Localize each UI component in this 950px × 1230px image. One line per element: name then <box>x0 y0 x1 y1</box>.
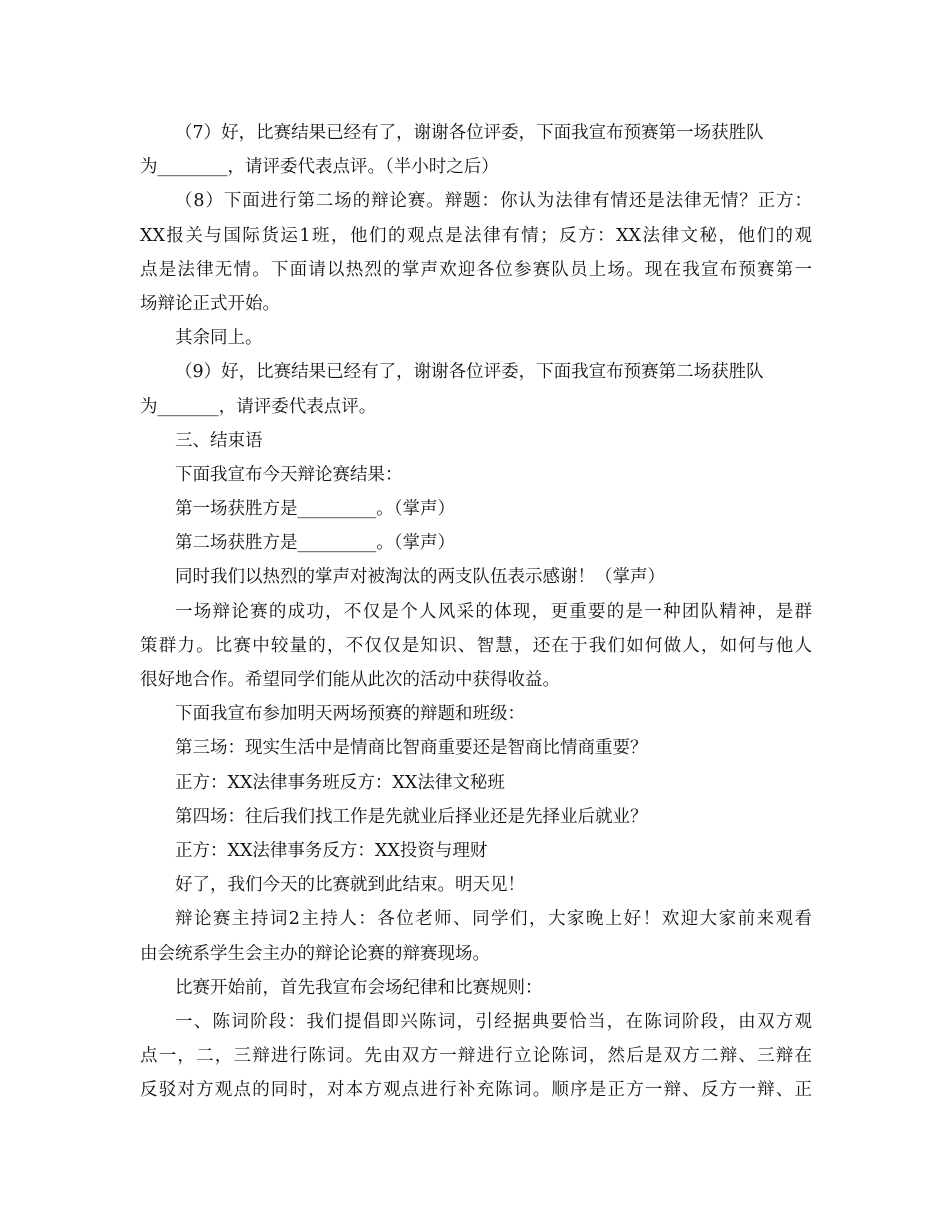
text-line: （9）好，比赛结果已经有了，谢谢各位评委，下面我宣布预赛第二场获胜队 <box>175 362 764 383</box>
text-line: 很好地合作。希望同学们能从此次的活动中获得收益。 <box>140 670 560 690</box>
text-line: 第四场：往后我们找工作是先就业后择业还是先择业后就业？ <box>175 806 648 827</box>
text-line: 比赛开始前，首先我宣布会场纪律和比赛规则： <box>175 977 543 998</box>
text-line: 正方：XX法律事务班反方：XX法律文秘班 <box>175 772 505 793</box>
text-line: 反驳对方观点的同时，对本方观点进行补充陈词。顺序是正方一辩、反方一辩、正 <box>140 1080 812 1101</box>
text-line: 正方：XX法律事务反方：XX投资与理财 <box>175 840 488 861</box>
text-line: 第二场获胜方是_________。（掌声） <box>175 533 455 554</box>
text-line: 由会统系学生会主办的辩论论赛的辩赛现场。 <box>140 943 490 964</box>
text-line: XX报关与国际货运1班，他们的观点是法律有情；反方：XX法律文秘，他们的观 <box>140 225 812 246</box>
text-line: （7）好，比赛结果已经有了，谢谢各位评委，下面我宣布预赛第一场获胜队 <box>175 123 764 143</box>
text-line: 辩论赛主持词2主持人：各位老师、同学们，大家晚上好！欢迎大家前来观看 <box>175 909 812 930</box>
text-line: 点一，二，三辩进行陈词。先由双方一辩进行立论陈词，然后是双方二辩、三辩在 <box>140 1046 812 1067</box>
text-line: 第三场：现实生活中是情商比智商重要还是智商比情商重要？ <box>175 738 648 759</box>
text-line: 为________，请评委代表点评。（半小时之后） <box>140 157 499 178</box>
text-line: 三、结束语 <box>175 430 263 451</box>
text-line: 下面我宣布今天辩论赛结果： <box>175 464 403 485</box>
text-line: 第一场获胜方是_________。（掌声） <box>175 499 455 520</box>
text-line: 同时我们以热烈的掌声对被淘汰的两支队伍表示感谢！（掌声） <box>175 567 665 588</box>
text-line: 好了，我们今天的比赛就到此结束。明天见！ <box>175 875 525 896</box>
text-line: 下面我宣布参加明天两场预赛的辩题和班级： <box>175 704 525 725</box>
text-line: 场辩论正式开始。 <box>140 293 280 314</box>
text-line: 其余同上。 <box>175 328 263 349</box>
text-line: 策群力。比赛中较量的，不仅仅是知识、智慧，还在于我们如何做人，如何与他人 <box>140 635 812 656</box>
text-line: （8）下面进行第二场的辩论赛。辩题：你认为法律有情还是法律无情？正方： <box>175 191 812 212</box>
text-line: 为_______，请评委代表点评。 <box>140 396 377 417</box>
text-line: 一、陈词阶段：我们提倡即兴陈词，引经据典要恰当，在陈词阶段，由双方观 <box>175 1011 812 1032</box>
text-line: 一场辩论赛的成功，不仅是个人风采的体现，更重要的是一种团队精神，是群 <box>175 601 812 622</box>
text-line: 点是法律无情。下面请以热烈的掌声欢迎各位参赛队员上场。现在我宣布预赛第一 <box>140 259 812 280</box>
document-page <box>140 116 812 1107</box>
